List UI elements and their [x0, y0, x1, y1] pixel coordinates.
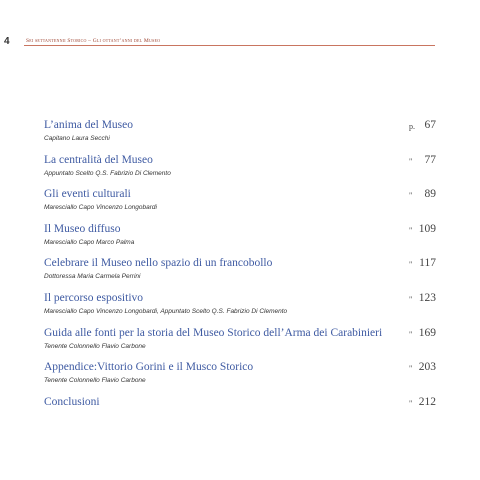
- entry-author: Maresciallo Capo Marco Palma: [44, 238, 135, 246]
- entry-page-number: 67: [424, 119, 436, 131]
- entry-title[interactable]: Conclusioni: [44, 395, 100, 408]
- entry-page-number: 212: [418, 395, 436, 408]
- entry-title[interactable]: Gli eventi culturali: [44, 188, 131, 201]
- entry-title[interactable]: Il Museo diffuso: [44, 222, 121, 235]
- table-of-contents: [44, 119, 440, 430]
- toc-entry[interactable]: [44, 396, 440, 431]
- entry-author: Dottoressa Maria Carmela Perrini: [44, 273, 141, 281]
- entry-page-marker: ": [409, 364, 413, 374]
- entry-title[interactable]: Appendice:Vittorio Gorini e il Musco Storico: [44, 361, 254, 374]
- toc-entry[interactable]: [44, 223, 440, 258]
- toc-entry[interactable]: [44, 257, 440, 292]
- entry-title[interactable]: Il percorso espositivo: [44, 291, 144, 304]
- page-number: 4: [4, 36, 10, 47]
- entry-author: Maresciallo Capo Vincenzo Longobardi: [44, 204, 157, 212]
- entry-page-number: 117: [419, 257, 436, 270]
- entry-page-marker: ": [409, 294, 413, 304]
- entry-author: Appuntato Scelto Q.S. Fabrizio Di Clemento: [44, 169, 171, 177]
- entry-page-marker: ": [409, 260, 413, 270]
- toc-entry[interactable]: [44, 361, 440, 396]
- toc-entry[interactable]: [44, 188, 440, 223]
- entry-page-marker: p.: [409, 122, 415, 131]
- entry-page-marker: ": [409, 398, 413, 408]
- entry-page-number: 169: [418, 326, 436, 339]
- toc-entry[interactable]: [44, 119, 440, 154]
- entry-page-number: 89: [424, 188, 436, 201]
- header-rule: [24, 45, 435, 46]
- entry-title[interactable]: La centralità del Museo: [44, 153, 153, 166]
- toc-entry[interactable]: [44, 292, 440, 327]
- entry-page-number: 203: [418, 361, 436, 374]
- toc-entry[interactable]: [44, 327, 440, 362]
- entry-author: Tenente Colonnello Flavio Carbone: [44, 342, 146, 350]
- entry-page-number: 109: [418, 222, 436, 235]
- entry-page-marker: ": [409, 191, 413, 201]
- running-header: Sei settantennii Storico – Gli ottant’anni del Museo: [26, 38, 161, 44]
- toc-entry[interactable]: [44, 154, 440, 189]
- entry-page-marker: ": [409, 329, 413, 339]
- entry-page-number: 123: [418, 291, 436, 304]
- entry-author: Maresciallo Capo Vincenzo Longobardi, Appuntato Scelto Q.S. Fabrizio Di Clemento: [44, 307, 288, 315]
- entry-title[interactable]: L’anima del Museo: [44, 119, 134, 131]
- entry-title[interactable]: Guida alle fonti per la storia del Museo Storico dell’Arma dei Carabinieri: [44, 326, 383, 339]
- entry-page-marker: ": [409, 225, 413, 235]
- entry-author: Capitano Laura Secchi: [44, 135, 110, 142]
- entry-title[interactable]: Celebrare il Museo nello spazio di un francobollo: [44, 257, 273, 270]
- entry-author: Tenente Colonnello Flavio Carbone: [44, 377, 146, 385]
- entry-page-number: 77: [424, 153, 436, 166]
- entry-page-marker: ": [409, 156, 413, 166]
